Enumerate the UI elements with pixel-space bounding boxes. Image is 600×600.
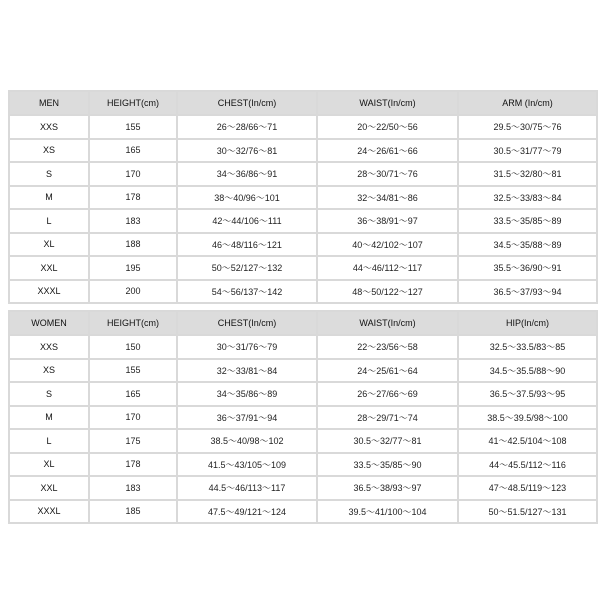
table-cell: 36.5～37/93～94 bbox=[459, 281, 596, 303]
table-row bbox=[10, 407, 596, 429]
table-cell: 24～26/61～66 bbox=[318, 140, 457, 162]
women-header-row bbox=[10, 312, 596, 334]
size-label-cell: XXXL bbox=[10, 281, 88, 303]
size-label-cell: L bbox=[10, 210, 88, 232]
women-header-cell: WOMEN bbox=[10, 312, 88, 334]
table-cell: 33.5～35/85～89 bbox=[459, 210, 596, 232]
table-row bbox=[10, 116, 596, 138]
table-cell: 178 bbox=[90, 187, 176, 209]
table-cell: 36.5～38/93～97 bbox=[318, 477, 457, 499]
table-cell: 200 bbox=[90, 281, 176, 303]
table-cell: 39.5～41/100～104 bbox=[318, 501, 457, 523]
table-row bbox=[10, 187, 596, 209]
table-cell: 36.5～37.5/93～95 bbox=[459, 383, 596, 405]
table-row bbox=[10, 140, 596, 162]
table-cell: 20～22/50～56 bbox=[318, 116, 457, 138]
table-cell: 178 bbox=[90, 454, 176, 476]
table-cell: 32.5～33.5/83～85 bbox=[459, 336, 596, 358]
table-cell: 35.5～36/90～91 bbox=[459, 257, 596, 279]
table-cell: 44～45.5/112～116 bbox=[459, 454, 596, 476]
table-cell: 29.5～30/75～76 bbox=[459, 116, 596, 138]
table-cell: 34.5～35.5/88～90 bbox=[459, 360, 596, 382]
table-cell: 38.5～39.5/98～100 bbox=[459, 407, 596, 429]
table-cell: 50～52/127～132 bbox=[178, 257, 316, 279]
table-row bbox=[10, 234, 596, 256]
size-label-cell: XL bbox=[10, 454, 88, 476]
size-label-cell: XS bbox=[10, 360, 88, 382]
table-row bbox=[10, 163, 596, 185]
table-cell: 26～28/66～71 bbox=[178, 116, 316, 138]
table-cell: 26～27/66～69 bbox=[318, 383, 457, 405]
table-cell: 34～36/86～91 bbox=[178, 163, 316, 185]
size-label-cell: S bbox=[10, 383, 88, 405]
table-row bbox=[10, 336, 596, 358]
table-cell: 50～51.5/127～131 bbox=[459, 501, 596, 523]
table-row bbox=[10, 454, 596, 476]
table-cell: 41.5～43/105～109 bbox=[178, 454, 316, 476]
table-cell: 36～37/91～94 bbox=[178, 407, 316, 429]
table-cell: 28～30/71～76 bbox=[318, 163, 457, 185]
table-cell: 22～23/56～58 bbox=[318, 336, 457, 358]
table-cell: 40～42/102～107 bbox=[318, 234, 457, 256]
table-cell: 32～33/81～84 bbox=[178, 360, 316, 382]
table-cell: 165 bbox=[90, 140, 176, 162]
size-label-cell: XL bbox=[10, 234, 88, 256]
table-cell: 47～48.5/119～123 bbox=[459, 477, 596, 499]
table-cell: 185 bbox=[90, 501, 176, 523]
table-cell: 48～50/122～127 bbox=[318, 281, 457, 303]
table-cell: 34～35/86～89 bbox=[178, 383, 316, 405]
table-row bbox=[10, 383, 596, 405]
table-cell: 188 bbox=[90, 234, 176, 256]
table-cell: 165 bbox=[90, 383, 176, 405]
table-cell: 33.5～35/85～90 bbox=[318, 454, 457, 476]
table-cell: 30.5～31/77～79 bbox=[459, 140, 596, 162]
table-cell: 183 bbox=[90, 210, 176, 232]
men-table-body bbox=[10, 116, 596, 302]
table-cell: 32.5～33/83～84 bbox=[459, 187, 596, 209]
men-header-cell: CHEST(In/cm) bbox=[178, 92, 316, 114]
table-row bbox=[10, 210, 596, 232]
size-label-cell: L bbox=[10, 430, 88, 452]
table-cell: 150 bbox=[90, 336, 176, 358]
table-cell: 54～56/137～142 bbox=[178, 281, 316, 303]
size-label-cell: XS bbox=[10, 140, 88, 162]
table-row bbox=[10, 501, 596, 523]
table-row bbox=[10, 257, 596, 279]
table-cell: 44.5～46/113～117 bbox=[178, 477, 316, 499]
table-cell: 46～48/116～121 bbox=[178, 234, 316, 256]
table-row bbox=[10, 477, 596, 499]
table-row bbox=[10, 430, 596, 452]
table-cell: 30.5～32/77～81 bbox=[318, 430, 457, 452]
women-header-cell: HIP(In/cm) bbox=[459, 312, 596, 334]
men-header-row bbox=[10, 92, 596, 114]
men-header-cell: HEIGHT(cm) bbox=[90, 92, 176, 114]
table-cell: 170 bbox=[90, 163, 176, 185]
table-cell: 155 bbox=[90, 116, 176, 138]
table-row bbox=[10, 360, 596, 382]
table-cell: 32～34/81～86 bbox=[318, 187, 457, 209]
table-cell: 34.5～35/88～89 bbox=[459, 234, 596, 256]
men-header-cell: MEN bbox=[10, 92, 88, 114]
table-cell: 30～31/76～79 bbox=[178, 336, 316, 358]
size-label-cell: XXXL bbox=[10, 501, 88, 523]
table-cell: 175 bbox=[90, 430, 176, 452]
table-cell: 38～40/96～101 bbox=[178, 187, 316, 209]
size-label-cell: XXS bbox=[10, 336, 88, 358]
size-label-cell: XXS bbox=[10, 116, 88, 138]
women-size-chart bbox=[8, 310, 598, 524]
table-cell: 24～25/61～64 bbox=[318, 360, 457, 382]
table-row bbox=[10, 281, 596, 303]
table-cell: 44～46/112～117 bbox=[318, 257, 457, 279]
size-label-cell: M bbox=[10, 407, 88, 429]
table-cell: 195 bbox=[90, 257, 176, 279]
table-cell: 38.5～40/98～102 bbox=[178, 430, 316, 452]
size-label-cell: XXL bbox=[10, 477, 88, 499]
table-cell: 42～44/106～111 bbox=[178, 210, 316, 232]
table-cell: 170 bbox=[90, 407, 176, 429]
table-cell: 30～32/76～81 bbox=[178, 140, 316, 162]
women-header-cell: WAIST(In/cm) bbox=[318, 312, 457, 334]
men-header-cell: WAIST(In/cm) bbox=[318, 92, 457, 114]
table-cell: 36～38/91～97 bbox=[318, 210, 457, 232]
table-cell: 183 bbox=[90, 477, 176, 499]
size-label-cell: S bbox=[10, 163, 88, 185]
men-header-cell: ARM (In/cm) bbox=[459, 92, 596, 114]
table-cell: 41～42.5/104～108 bbox=[459, 430, 596, 452]
table-cell: 31.5～32/80～81 bbox=[459, 163, 596, 185]
table-cell: 28～29/71～74 bbox=[318, 407, 457, 429]
women-header-cell: CHEST(In/cm) bbox=[178, 312, 316, 334]
table-cell: 47.5～49/121～124 bbox=[178, 501, 316, 523]
men-size-chart bbox=[8, 90, 598, 304]
size-label-cell: M bbox=[10, 187, 88, 209]
women-header-cell: HEIGHT(cm) bbox=[90, 312, 176, 334]
women-table-body bbox=[10, 336, 596, 522]
table-cell: 155 bbox=[90, 360, 176, 382]
size-label-cell: XXL bbox=[10, 257, 88, 279]
